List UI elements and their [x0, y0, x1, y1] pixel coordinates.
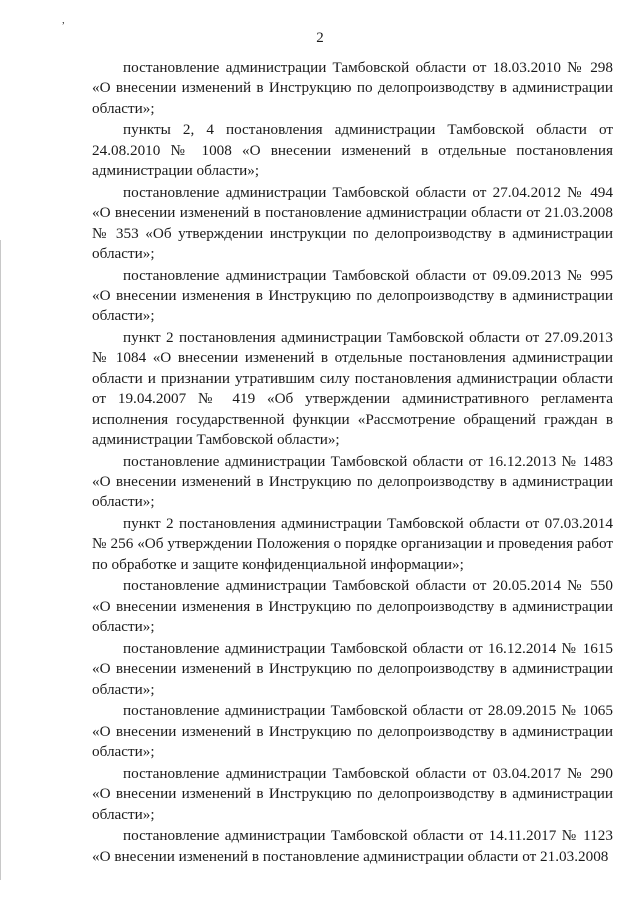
paragraph: постановление администрации Тамбовской области от 27.04.2012 № 494 «О внесении изменений в постановление администрации области от 21.03.2008 № 353 «Об утверждении инструкции по делопроизводству в администрации области»; — [92, 183, 613, 263]
document-body — [92, 58, 613, 868]
scan-mark: , — [62, 14, 65, 26]
paragraph: постановление администрации Тамбовской области от 18.03.2010 № 298 «О внесении изменений в Инструкцию по делопроизводству в администрации области»; — [92, 59, 613, 117]
paragraph: постановление администрации Тамбовской области от 03.04.2017 № 290 «О внесении изменений в Инструкцию по делопроизводству в администрации области»; — [92, 764, 613, 823]
paragraph: постановление администрации Тамбовской области от 09.09.2013 № 995 «О внесении изменения в Инструкцию по делопроизводству в администрации области»; — [92, 266, 613, 325]
paragraph: постановление администрации Тамбовской области от 28.09.2015 № 1065 «О внесении изменений в Инструкцию по делопроизводству в администрации области»; — [92, 702, 613, 761]
paragraph: пункты 2, 4 постановления администрации Тамбовской области от 24.08.2010 № 1008 «О внесении изменений в отдельные постановления администрации области»; — [92, 121, 613, 180]
paragraph: пункт 2 постановления администрации Тамбовской области от 27.09.2013 № 1084 «О внесении изменений в отдельные постановления администрации области и признании утратившим силу постановления администрации области от 19.04.2007 № 419 «Об утверждении административного регламента исполнения государственной функции «Рассмотрение обращений граждан в администрации Тамбовской области»; — [92, 329, 613, 449]
paragraph: пункт 2 постановления администрации Тамбовской области от 07.03.2014 № 256 «Об утверждении Положения о порядке организации и проведения работ по обработке и защите конфиденциальной информации»; — [92, 515, 613, 573]
paragraph: постановление администрации Тамбовской области от 16.12.2013 № 1483 «О внесении изменений в Инструкцию по делопроизводству в администрации области»; — [92, 452, 613, 511]
page-number: 2 — [316, 30, 324, 46]
paragraph: постановление администрации Тамбовской области от 16.12.2014 № 1615 «О внесении изменений в Инструкцию по делопроизводству в администрации области»; — [92, 639, 613, 698]
scan-edge-line — [0, 240, 1, 880]
paragraph: постановление администрации Тамбовской области от 14.11.2017 № 1123 «О внесении изменений в постановление администрации области от 21.03.2008 — [92, 827, 613, 865]
paragraph: постановление администрации Тамбовской области от 20.05.2014 № 550 «О внесении изменения в Инструкцию по делопроизводству в администрации области»; — [92, 577, 613, 636]
